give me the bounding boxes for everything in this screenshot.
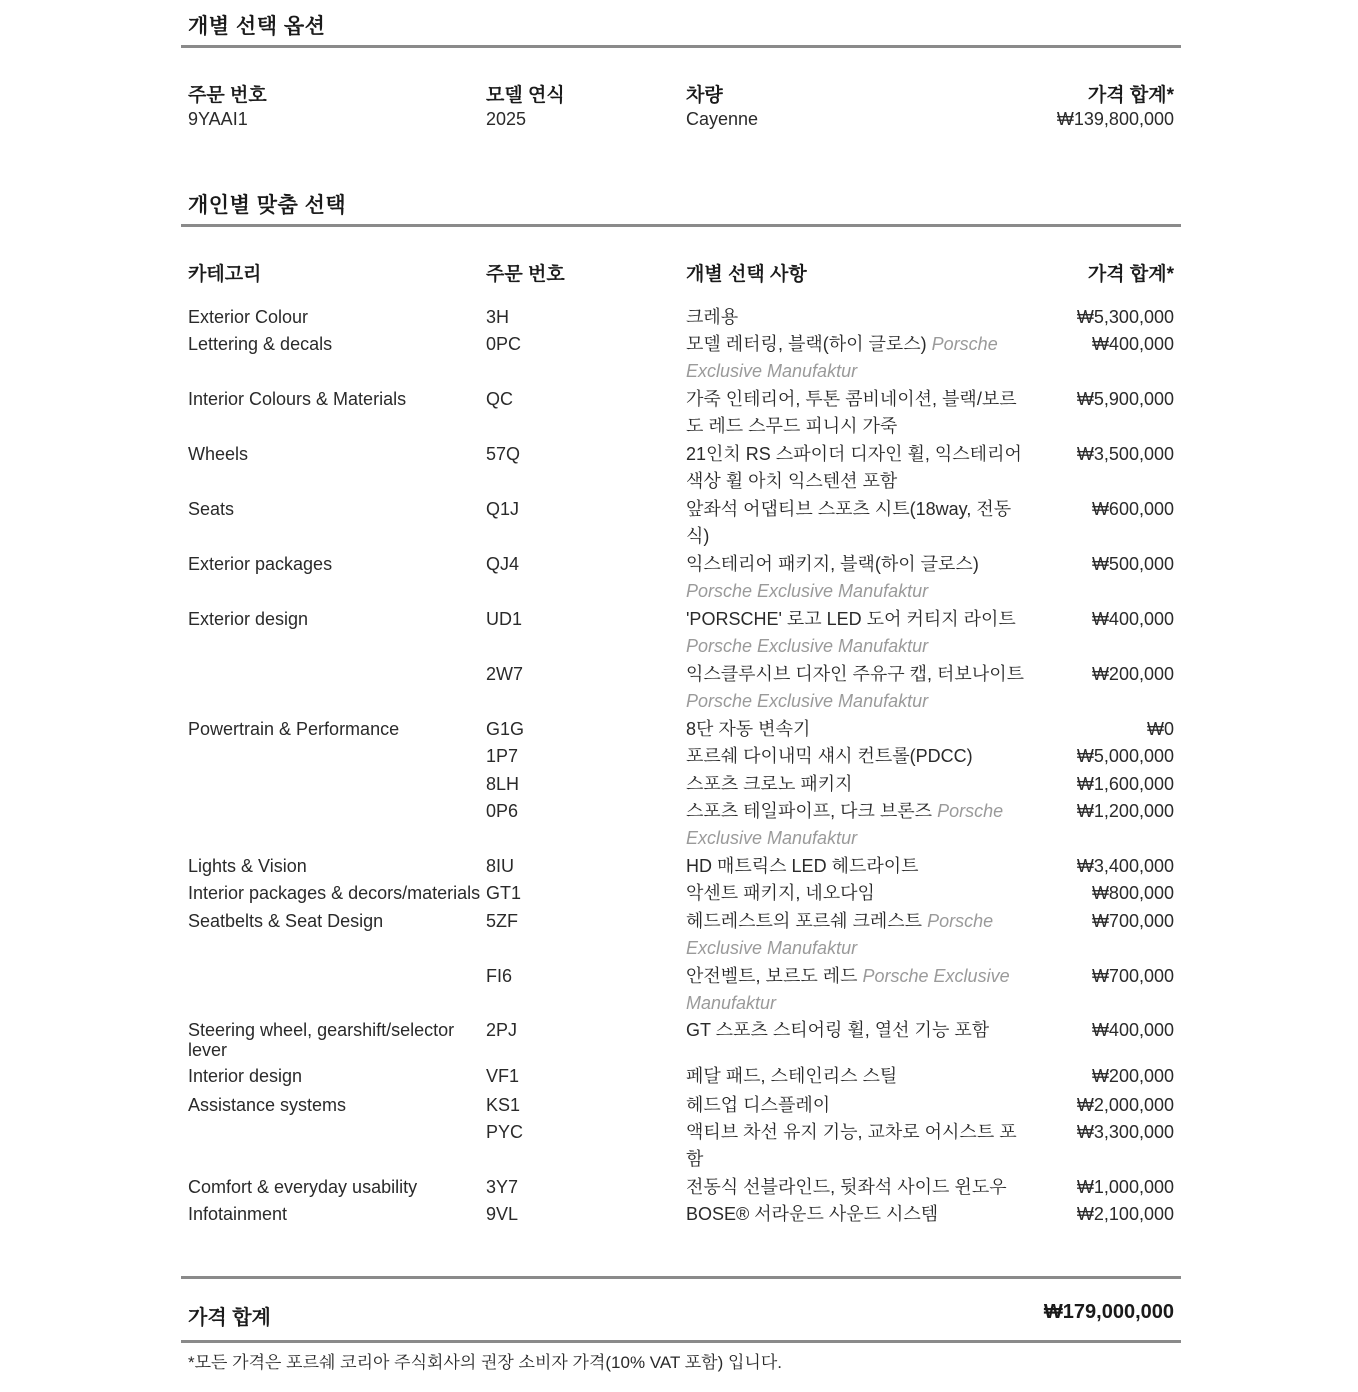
row-option: [686, 798, 1026, 852]
row-option-text: GT 스포츠 스티어링 휠, 열선 기능 포함: [686, 1020, 990, 1040]
section2-header-option: 개별 선택 사항: [686, 264, 807, 285]
total-rule-bottom: [181, 1340, 1181, 1343]
row-option: [686, 1119, 1026, 1173]
row-option: [686, 880, 1026, 907]
row-option-text: 앞좌석 어댑티브 스포츠 시트(18way, 전동식): [686, 499, 1012, 546]
row-price: ₩500,000: [1091, 554, 1174, 574]
row-option-text: 8단 자동 변속기: [686, 719, 811, 739]
row-option: [686, 1017, 1026, 1044]
row-option: [686, 743, 1026, 770]
row-option-text: 모델 레터링, 블랙(하이 글로스): [686, 334, 927, 354]
section2-header-total-price: 가격 합계*: [1087, 264, 1174, 285]
row-order-code: KS1: [486, 1095, 521, 1115]
row-category: Seats: [188, 499, 235, 519]
table-row: [181, 716, 1181, 743]
row-order-code: 0P6: [486, 801, 519, 821]
row-price: ₩5,000,000: [1076, 746, 1174, 766]
row-option: [686, 853, 1026, 880]
row-price: ₩200,000: [1091, 1066, 1174, 1086]
row-option: [686, 551, 1026, 605]
table-row: [181, 908, 1181, 963]
row-order-code: 9VL: [486, 1204, 519, 1224]
row-category: Seatbelts & Seat Design: [188, 911, 384, 931]
row-option-note: Porsche Exclusive Manufaktur: [686, 334, 998, 381]
row-price: ₩0: [1147, 719, 1174, 739]
row-option: [686, 1201, 1026, 1228]
table-row: [181, 1063, 1181, 1092]
row-price: ₩700,000: [1091, 911, 1174, 931]
row-option: [686, 441, 1026, 495]
order-number-value: 9YAAI1: [188, 109, 248, 129]
row-price: ₩1,200,000: [1076, 801, 1174, 821]
row-option-note: Porsche Exclusive Manufaktur: [686, 801, 1004, 848]
row-option-text: 안전벨트, 보르도 레드: [686, 966, 858, 986]
row-price: ₩1,000,000: [1076, 1177, 1174, 1197]
row-price: ₩1,600,000: [1076, 774, 1174, 794]
row-order-code: Q1J: [486, 499, 520, 519]
section1-header-total-price: 가격 합계*: [1087, 85, 1174, 106]
row-order-code: 8LH: [486, 774, 520, 794]
row-option: [686, 331, 1026, 385]
row-option-text: 스포츠 크로노 패키지: [686, 774, 853, 794]
table-row: [181, 331, 1181, 386]
table-row: [181, 1119, 1181, 1174]
section1-rule: [181, 45, 1181, 48]
total-value: ₩179,000,000: [1043, 1301, 1174, 1323]
row-price: ₩2,000,000: [1076, 1095, 1174, 1115]
row-option: [686, 1174, 1026, 1201]
row-option: [686, 963, 1026, 1017]
row-option: [686, 304, 1026, 331]
row-category: Interior design: [188, 1066, 303, 1086]
row-option-text: 페달 패드, 스테인리스 스틸: [686, 1066, 898, 1086]
total-rule-top: [181, 1276, 1181, 1279]
row-option-note: Porsche Exclusive Manufaktur: [686, 966, 1010, 1013]
table-row: [181, 1017, 1181, 1063]
row-category: Wheels: [188, 444, 249, 464]
row-price: ₩700,000: [1091, 966, 1174, 986]
row-category: Exterior Colour: [188, 307, 309, 327]
vehicle-value: Cayenne: [686, 109, 759, 129]
section1-header-vehicle: 차량: [686, 85, 723, 106]
row-order-code: 57Q: [486, 444, 521, 464]
row-option-text: 'PORSCHE' 로고 LED 도어 커티지 라이트: [686, 609, 1016, 629]
row-option: [686, 1092, 1026, 1119]
row-category: Exterior design: [188, 609, 309, 629]
table-row: [181, 606, 1181, 661]
row-price: ₩200,000: [1091, 664, 1174, 684]
row-option-text: 전동식 선블라인드, 뒷좌석 사이드 윈도우: [686, 1177, 1007, 1197]
row-category: Assistance systems: [188, 1095, 347, 1115]
row-option: [686, 496, 1026, 550]
row-option: [686, 386, 1026, 440]
row-order-code: 2W7: [486, 664, 524, 684]
row-category: Powertrain & Performance: [188, 719, 400, 739]
table-row: [181, 386, 1181, 441]
row-option-text: 액티브 차선 유지 기능, 교차로 어시스트 포함: [686, 1122, 1017, 1169]
row-category: Exterior packages: [188, 554, 333, 574]
row-category: Interior Colours & Materials: [188, 389, 407, 409]
row-category: Lights & Vision: [188, 856, 307, 876]
row-option-note: Porsche Exclusive Manufaktur: [686, 581, 929, 601]
row-order-code: 8IU: [486, 856, 515, 876]
row-order-code: 0PC: [486, 334, 522, 354]
table-row: [181, 496, 1181, 551]
row-option-text: 21인치 RS 스파이더 디자인 휠, 익스테리어 색상 휠 아치 익스텐션 포함: [686, 444, 1022, 491]
row-order-code: UD1: [486, 609, 523, 629]
row-option-text: 헤드업 디스플레이: [686, 1095, 831, 1115]
table-row: [181, 743, 1181, 771]
section2-title: 개인별 맞춤 선택: [188, 194, 347, 217]
row-option-text: 익스테리어 패키지, 블랙(하이 글로스): [686, 554, 979, 574]
row-option-note: Porsche Exclusive Manufaktur: [686, 911, 994, 958]
table-row: [181, 441, 1181, 496]
row-option-text: 크레용: [686, 307, 739, 327]
model-year-value: 2025: [486, 109, 527, 129]
row-option-text: 포르쉐 다이내믹 섀시 컨트롤(PDCC): [686, 746, 973, 766]
row-option: [686, 606, 1026, 660]
row-option: [686, 771, 1026, 798]
row-order-code: FI6: [486, 966, 513, 986]
row-price: ₩800,000: [1091, 883, 1174, 903]
row-option: [686, 908, 1026, 962]
row-order-code: GT1: [486, 883, 522, 903]
row-option-text: 헤드레스트의 포르쉐 크레스트: [686, 911, 923, 931]
row-option-text: 가죽 인테리어, 투톤 콤비네이션, 블랙/보르도 레드 스무드 피니시 가죽: [686, 389, 1017, 436]
total-label: 가격 합계: [188, 1307, 271, 1329]
section2-rule: [181, 224, 1181, 227]
base-price-value: ₩139,800,000: [1056, 109, 1174, 129]
section2-header-order-no: 주문 번호: [486, 264, 565, 285]
row-price: ₩400,000: [1091, 609, 1174, 629]
section2-header-category: 카테고리: [188, 264, 262, 285]
row-option: [686, 661, 1026, 715]
row-option: [686, 1063, 1026, 1090]
row-category: Comfort & everyday usability: [188, 1177, 418, 1197]
row-order-code: QC: [486, 389, 513, 409]
row-price: ₩400,000: [1091, 1020, 1174, 1040]
row-order-code: 1P7: [486, 746, 519, 766]
row-option-text: 스포츠 테일파이프, 다크 브론즈: [686, 801, 933, 821]
row-option-text: 악센트 패키지, 네오다임: [686, 883, 875, 903]
row-category: Lettering & decals: [188, 334, 333, 354]
table-row: [181, 798, 1181, 853]
row-price: ₩5,300,000: [1076, 307, 1174, 327]
table-row: [181, 551, 1181, 606]
row-order-code: 2PJ: [486, 1020, 518, 1040]
row-price: ₩3,300,000: [1076, 1122, 1174, 1142]
row-option-text: 익스클루시브 디자인 주유구 캡, 터보나이트: [686, 664, 1024, 684]
row-price: ₩2,100,000: [1076, 1204, 1174, 1224]
options-table: [181, 304, 1181, 1228]
row-order-code: G1G: [486, 719, 525, 739]
row-price: ₩5,900,000: [1076, 389, 1174, 409]
row-price: ₩400,000: [1091, 334, 1174, 354]
row-order-code: 5ZF: [486, 911, 519, 931]
table-row: [181, 880, 1181, 908]
table-row: [181, 1174, 1181, 1201]
row-option-text: BOSE® 서라운드 사운드 시스템: [686, 1204, 939, 1224]
row-order-code: 3H: [486, 307, 510, 327]
row-category: Interior packages & decors/materials: [188, 883, 481, 903]
footnote: *모든 가격은 포르쉐 코리아 주식회사의 권장 소비자 가격(10% VAT 포함) 입니다.: [188, 1353, 782, 1372]
table-row: [181, 853, 1181, 880]
table-row: [181, 304, 1181, 331]
row-order-code: 3Y7: [486, 1177, 519, 1197]
row-order-code: VF1: [486, 1066, 520, 1086]
row-price: ₩600,000: [1091, 499, 1174, 519]
row-option-note: Porsche Exclusive Manufaktur: [686, 636, 929, 656]
table-row: [181, 1201, 1181, 1228]
row-option: [686, 716, 1026, 743]
section1-title: 개별 선택 옵션: [188, 15, 326, 38]
section1-header-model-year: 모델 연식: [486, 85, 565, 106]
row-price: ₩3,500,000: [1076, 444, 1174, 464]
row-order-code: QJ4: [486, 554, 520, 574]
table-row: [181, 1092, 1181, 1119]
section1-header-order-no: 주문 번호: [188, 85, 267, 106]
row-order-code: PYC: [486, 1122, 524, 1142]
row-category: Steering wheel, gearshift/selector lever: [188, 1020, 455, 1060]
table-row: [181, 771, 1181, 798]
row-option-text: HD 매트릭스 LED 헤드라이트: [686, 856, 919, 876]
row-price: ₩3,400,000: [1076, 856, 1174, 876]
row-option-note: Porsche Exclusive Manufaktur: [686, 691, 929, 711]
table-row: [181, 963, 1181, 1017]
row-category: Infotainment: [188, 1204, 288, 1224]
table-row: [181, 661, 1181, 716]
